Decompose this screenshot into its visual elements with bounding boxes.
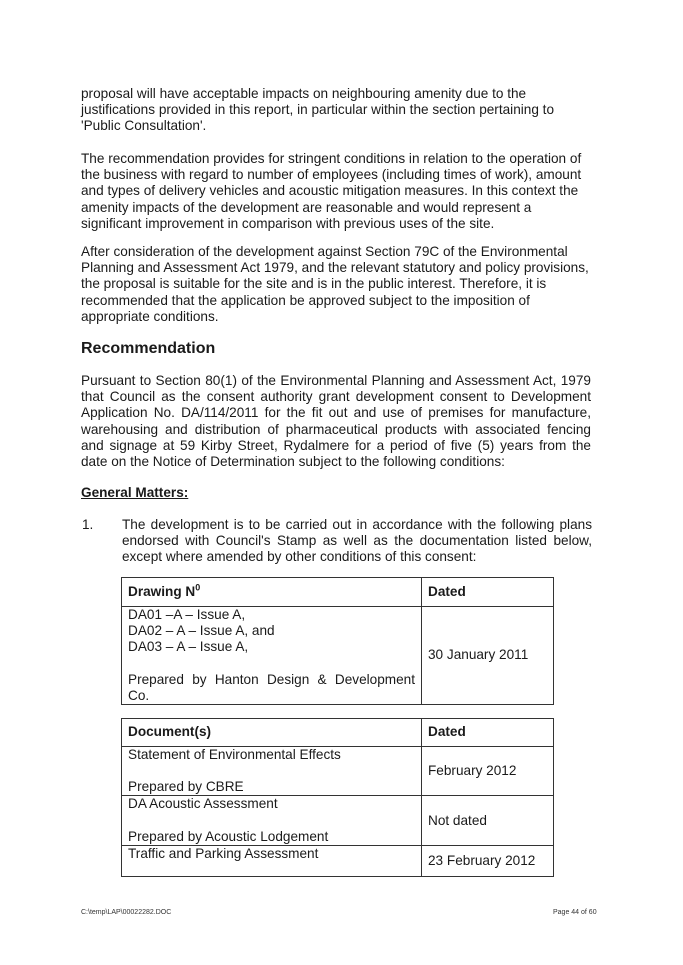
paragraph-amenity-impacts: proposal will have acceptable impacts on neighbouring amenity due to the justifications provided in this report, in particular within the section pertaining to 'Public Consultation'.	[81, 86, 555, 134]
dated-header: Dated	[422, 719, 554, 747]
drawing-item: DA01 –A – Issue A,	[128, 607, 246, 622]
document-cell	[122, 796, 422, 845]
drawing-item: DA03 – A – Issue A,	[128, 639, 249, 655]
paragraph-section-79c: After consideration of the development against Section 79C of the Environmental Planning and Assessment Act 1979, and the relevant statutory and policy provisions, the proposal is suitable for the site and is in the public interest. Therefore, it is recommended that the application be approved subject to the imposition of appropriate conditions.	[81, 244, 589, 324]
table-row	[122, 747, 554, 796]
table-header-row	[122, 578, 554, 607]
table-row	[122, 607, 554, 705]
drawing-item: DA02 – A – Issue A, and	[128, 623, 275, 639]
document-cell	[122, 845, 422, 876]
drawing-number-header: Drawing $N^0$	[122, 578, 422, 607]
drawings-cell	[122, 607, 422, 705]
footer-page-number: Page 44 of 60	[553, 909, 597, 916]
document-cell	[122, 747, 422, 796]
drawing-prepared-by: Prepared by Hanton Design & Development Co.	[128, 671, 415, 703]
drawing-number-superscript: 0	[195, 582, 201, 593]
drawings-table	[121, 577, 554, 705]
documents-header: Document(s)	[122, 719, 422, 747]
document-title: Traffic and Parking Assessment	[128, 845, 319, 861]
paragraph-stringent-conditions: The recommendation provides for stringent conditions in relation to the operation of the business with regard to number of employees (including times of work), amount and types of delivery vehicles and acoustic mitigation measures. In this context the amenity impacts of the development are reasonable and would represent a significant improvement in comparison with previous uses of the site.	[81, 151, 582, 231]
dated-header: Dated	[422, 578, 554, 607]
recommendation-heading: Recommendation	[81, 340, 216, 357]
document-title: DA Acoustic Assessment	[128, 796, 278, 812]
general-matters-heading: General Matters:	[81, 485, 189, 500]
document-dated-cell: Not dated	[422, 796, 554, 845]
document-dated-cell: February 2012	[422, 747, 554, 796]
document-prepared-by: Prepared by CBRE	[128, 779, 244, 795]
table-row	[122, 845, 554, 876]
table-header-row	[122, 719, 554, 747]
table-row	[122, 796, 554, 845]
condition-text: The development is to be carried out in accordance with the following plans endorsed with Council's Stamp as well as the documentation listed below, except where amended by other conditions of this consent:	[122, 517, 592, 565]
condition-number: 1.	[82, 517, 94, 532]
document-prepared-by: Prepared by Acoustic Lodgement	[128, 828, 329, 844]
drawing-dated-cell: 30 January 2011	[422, 607, 554, 705]
recommendation-paragraph: Pursuant to Section 80(1) of the Environmental Planning and Assessment Act, 1979 that Council as the consent authority grant development consent to Development Application No. DA/114/2011 for the fit out and use of premises for manufacture, warehousing and distribution of pharmaceutical products with associated fencing and signage at 59 Kirby Street, Rydalmere for a period of five (5) years from the date on the Notice of Determination subject to the following conditions:	[81, 373, 591, 470]
document-dated-cell: 23 February 2012	[422, 845, 554, 876]
footer-file-path: C:\temp\LAP\00022282.DOC	[81, 909, 172, 916]
documents-table	[121, 718, 554, 877]
document-title: Statement of Environmental Effects	[128, 747, 341, 762]
